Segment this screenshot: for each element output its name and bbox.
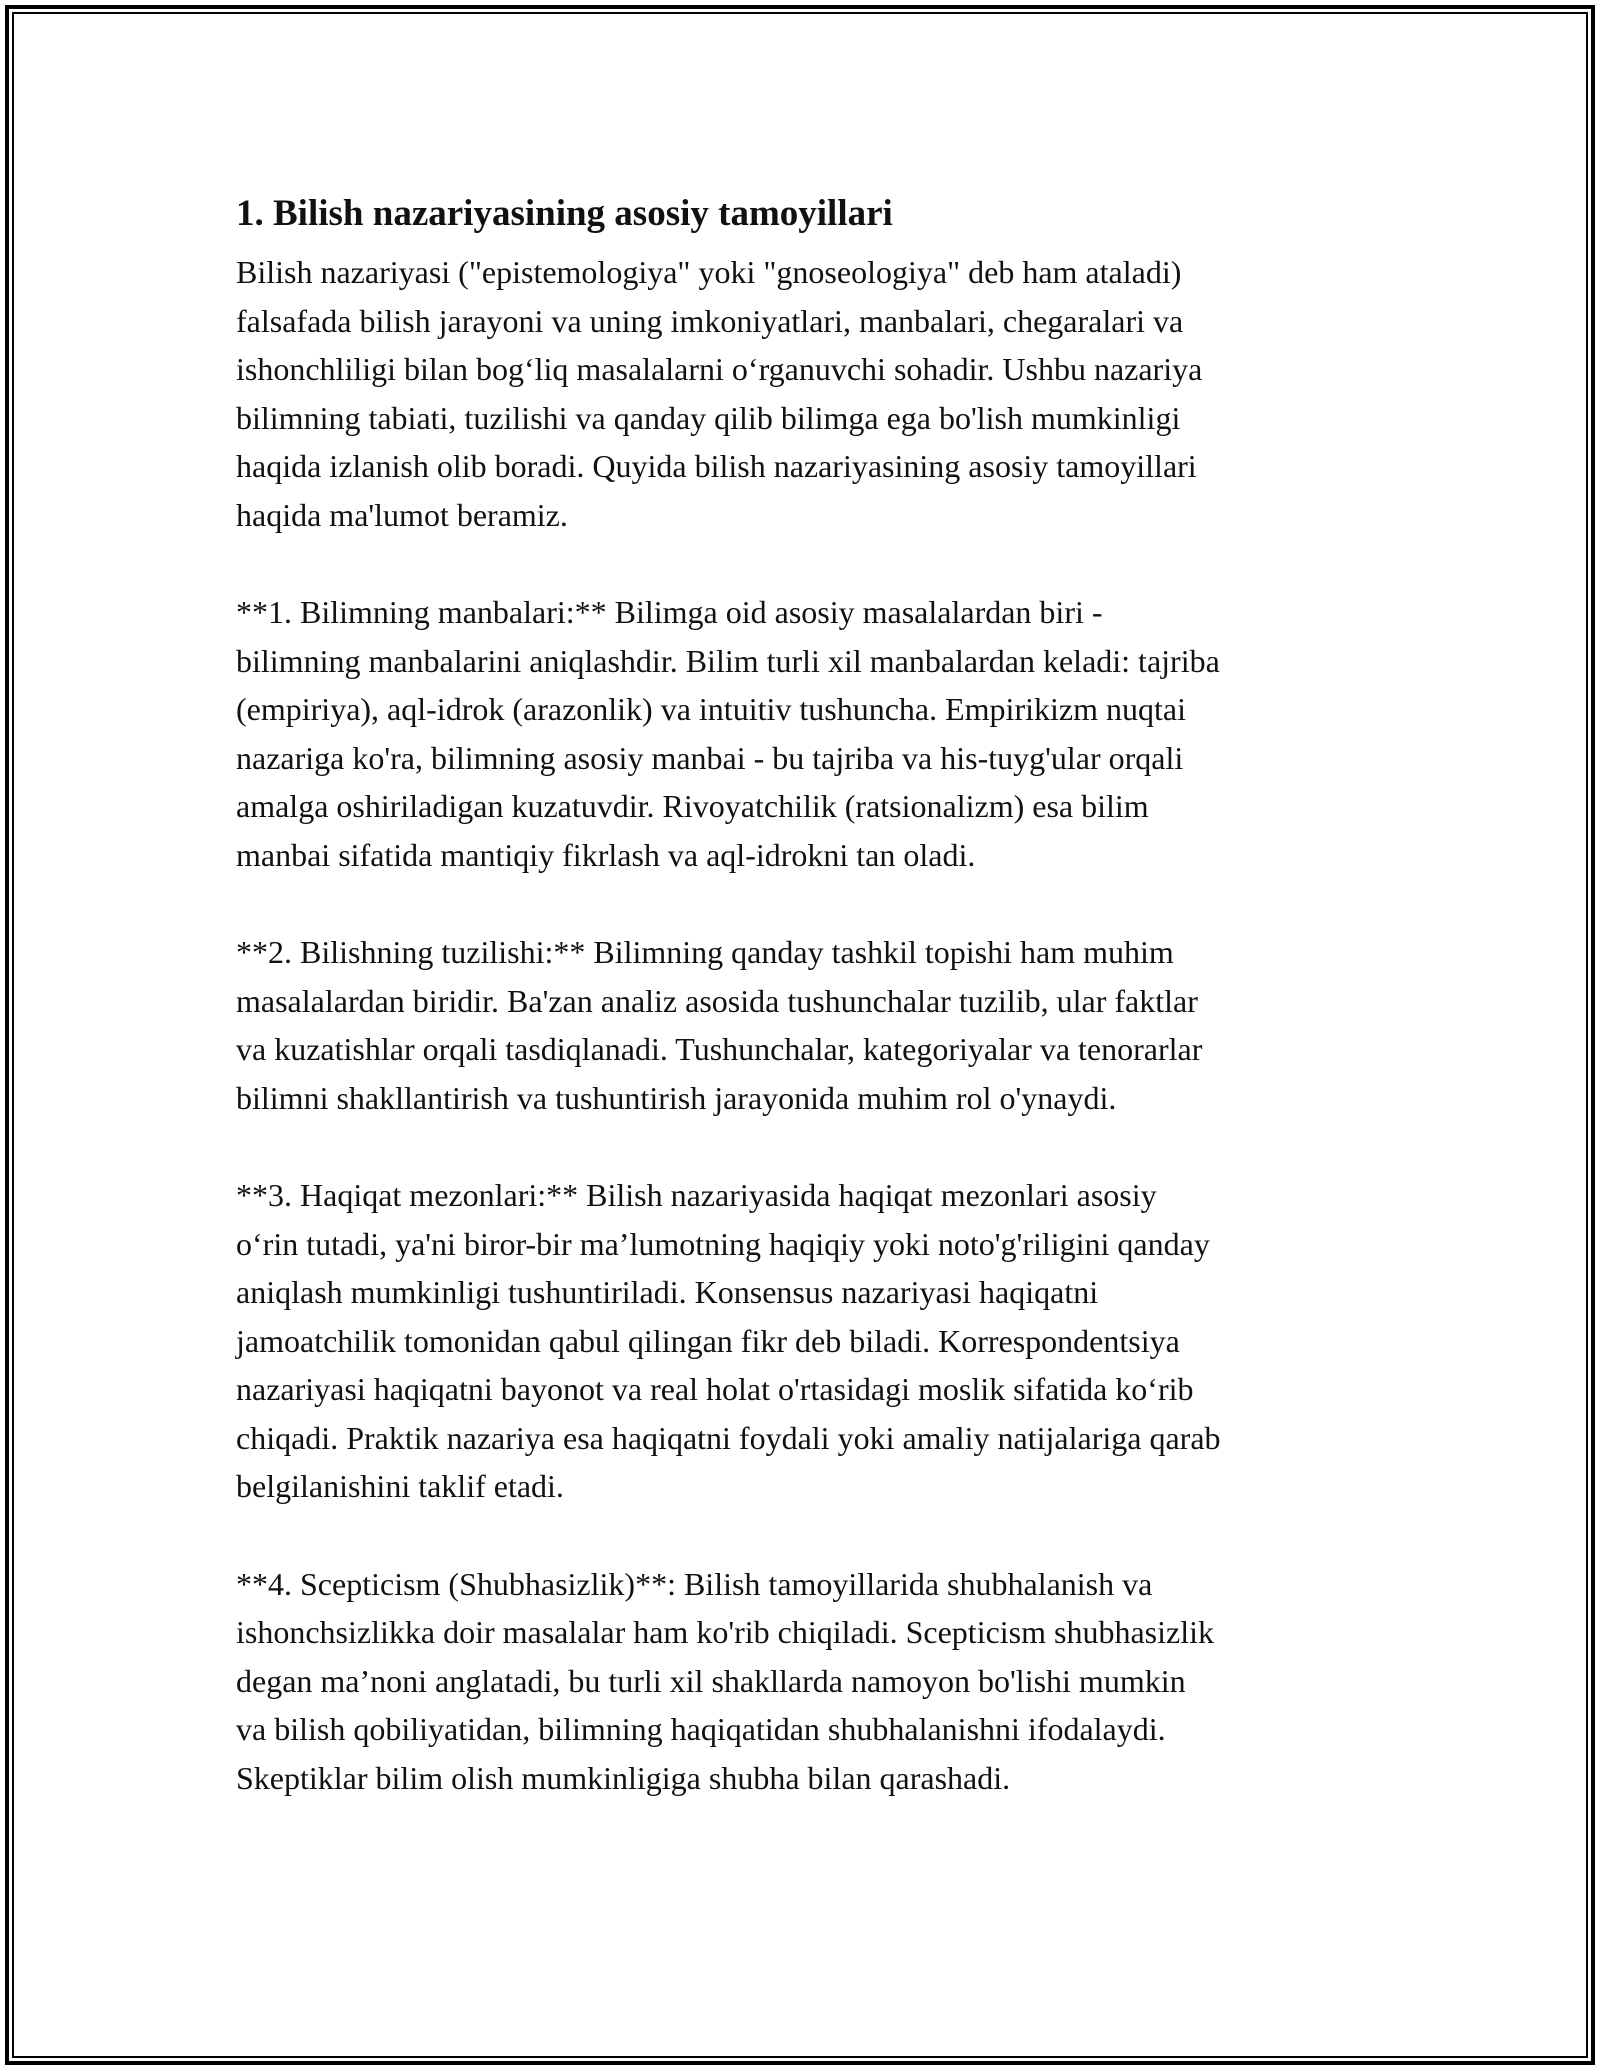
text-line: Bilish nazariyasi ("epistemologiya" yoki "gnoseologiya" deb ham ataladi) <box>236 254 1182 290</box>
text-line: nazariga ko'ra, bilimning asosiy manbai - bu tajriba va his-tuyg'ular orqali <box>236 739 1184 776</box>
text-line: amalga oshiriladigan kuzatuvdir. Rivoyatchilik (ratsionalizm) esa bilim <box>236 788 1149 824</box>
text-line: falsafada bilish jarayoni va uning imkoniyatlari, manbalari, chegaralari va <box>236 302 1184 339</box>
text-line: haqida ma'lumot beramiz. <box>236 496 568 533</box>
text-line: nazariyasi haqiqatni bayonot va real holat o'rtasidagi moslik sifatida ko‘rib <box>236 1371 1194 1407</box>
text-line: Skeptiklar bilim olish mumkinligiga shubha bilan qarashadi. <box>236 1759 1011 1796</box>
text-line: **2. Bilishning tuzilishi:** Bilimning qanday tashkil topishi ham muhim <box>236 934 1174 970</box>
text-line: aniqlash mumkinligi tushuntiriladi. Konsensus nazariyasi haqiqatni <box>236 1274 1099 1310</box>
text-line: va bilish qobiliyatidan, bilimning haqiqatidan shubhalanishni ifodalaydi. <box>236 1711 1166 1747</box>
text-line: manbai sifatida mantiqiy fikrlash va aql-idrokni tan oladi. <box>236 836 976 873</box>
text-line: degan ma’noni anglatadi, bu turli xil shakllarda namoyon bo'lishi mumkin <box>236 1662 1186 1699</box>
document-title: 1. Bilish nazariyasining asosiy tamoyillari <box>236 193 893 234</box>
text-line: masalalardan biridir. Ba'zan analiz asosida tushunchalar tuzilib, ular faktlar <box>236 982 1198 1019</box>
paragraph-sources <box>236 588 1366 879</box>
text-line: haqida izlanish olib boradi. Quyida bilish nazariyasining asosiy tamoyillari <box>236 448 1197 484</box>
document-body <box>236 186 1366 1802</box>
paragraph-structure <box>236 928 1366 1122</box>
text-line: **3. Haqiqat mezonlari:** Bilish nazariyasida haqiqat mezonlari asosiy <box>236 1177 1157 1213</box>
text-line: **4. Scepticism (Shubhasizlik)**: Bilish tamoyillarida shubhalanish va <box>236 1565 1153 1602</box>
paragraph-scepticism <box>236 1560 1366 1803</box>
text-line: bilimning manbalarini aniqlashdir. Bilim turli xil manbalardan keladi: tajriba <box>236 642 1220 679</box>
paragraph-truth-criteria <box>236 1171 1366 1511</box>
text-line: **1. Bilimning manbalari:** Bilimga oid asosiy masalalardan biri - <box>236 594 1103 630</box>
text-line: jamoatchilik tomonidan qabul qilingan fikr deb biladi. Korrespondentsiya <box>236 1322 1180 1359</box>
text-line: ishonchsizlikka doir masalalar ham ko'rib chiqiladi. Scepticism shubhasizlik <box>236 1614 1214 1650</box>
text-line: ishonchliligi bilan bog‘liq masalalarni o‘rganuvchi sohadir. Ushbu nazariya <box>236 351 1203 387</box>
text-line: o‘rin tutadi, ya'ni biror-bir ma’lumotning haqiqiy yoki noto'g'riligini qanday <box>236 1225 1210 1262</box>
text-line: va kuzatishlar orqali tasdiqlanadi. Tushunchalar, kategoriyalar va tenorarlar <box>236 1031 1203 1067</box>
text-line: bilimni shakllantirish va tushuntirish jarayonida muhim rol o'ynaydi. <box>236 1079 1117 1116</box>
text-line: (empiriya), aql-idrok (arazonlik) va intuitiv tushuncha. Empirikizm nuqtai <box>236 691 1186 727</box>
paragraph-intro <box>236 248 1366 539</box>
text-line: bilimning tabiati, tuzilishi va qanday qilib bilimga ega bo'lish mumkinligi <box>236 399 1181 436</box>
text-line: belgilanishini taklif etadi. <box>236 1468 564 1504</box>
text-line: chiqadi. Praktik nazariya esa haqiqatni foydali yoki amaliy natijalariga qarab <box>236 1419 1221 1456</box>
